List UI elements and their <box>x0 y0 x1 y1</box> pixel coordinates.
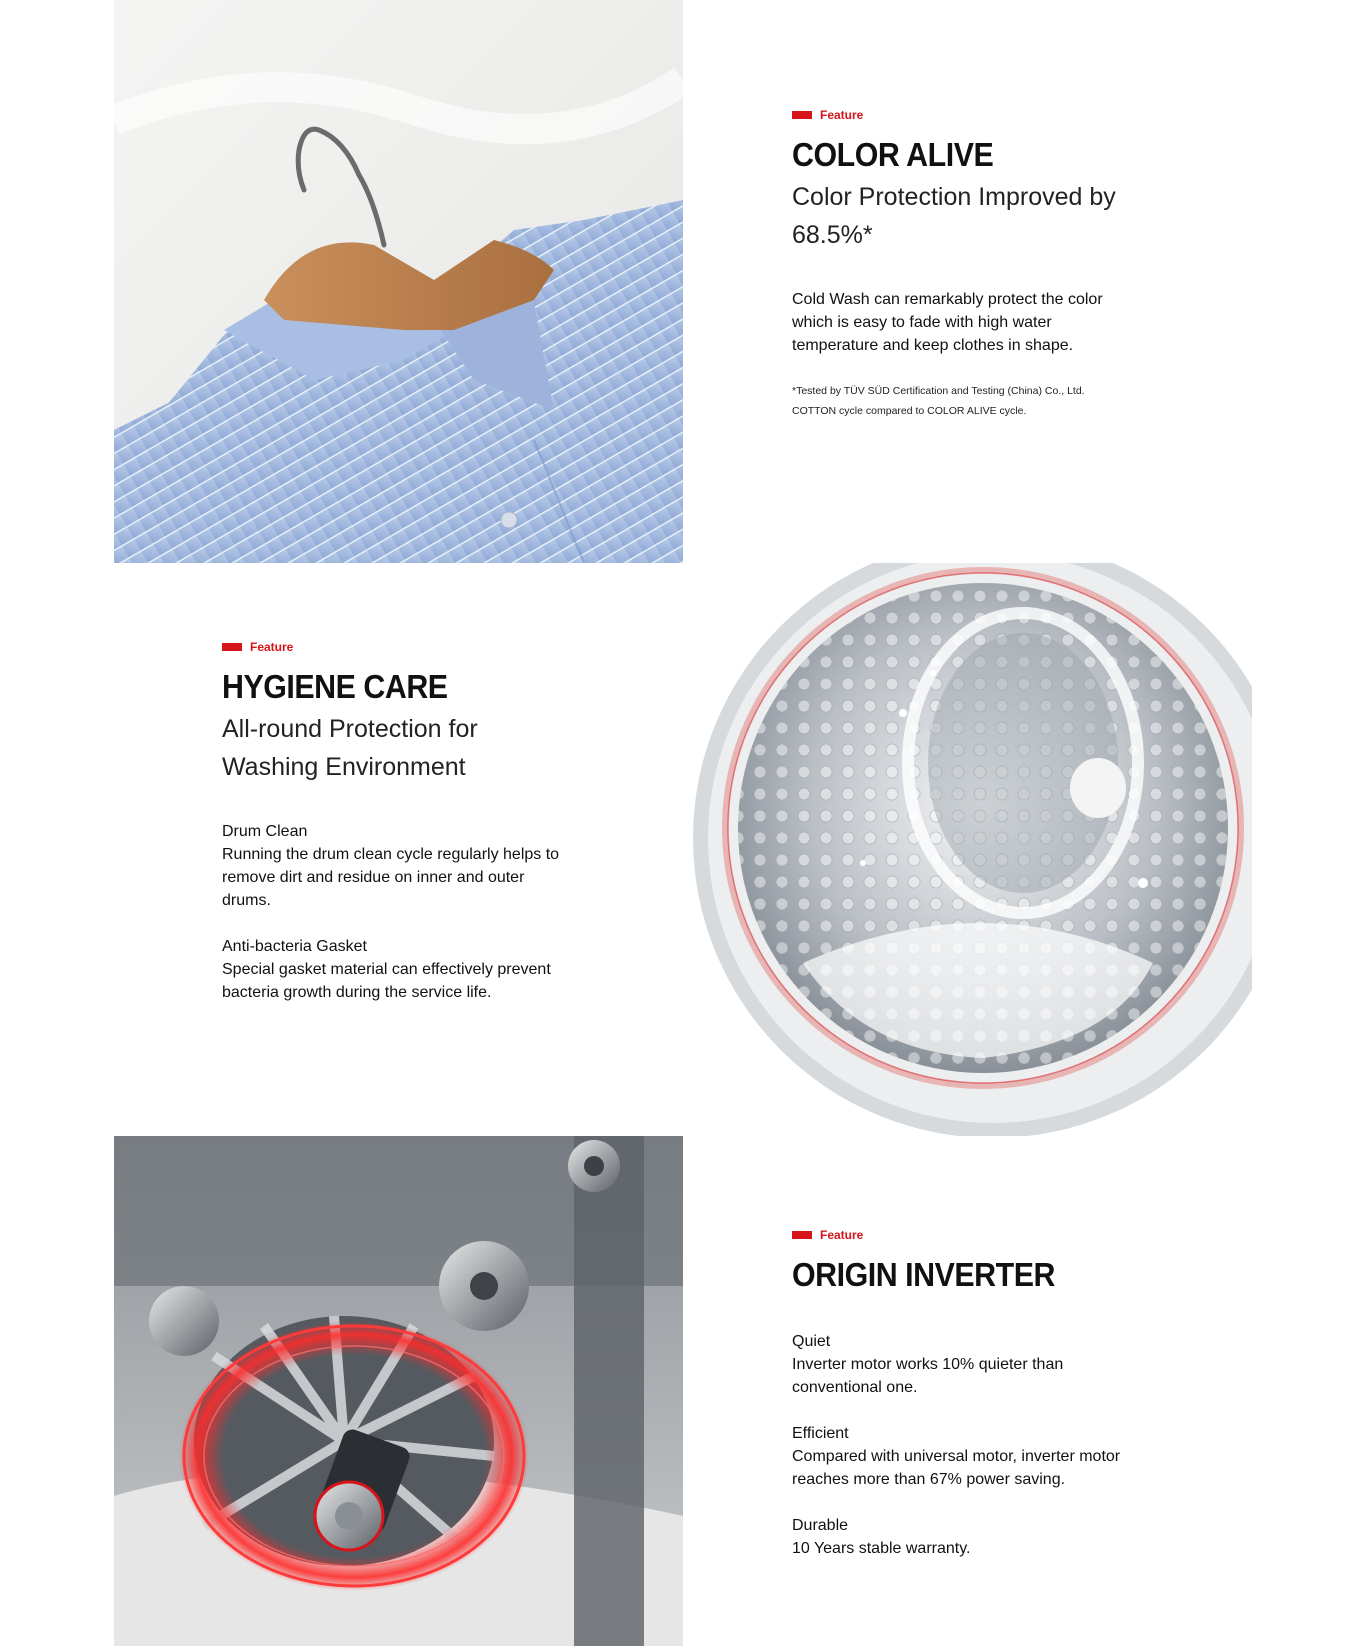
efficient-item <box>792 1422 1127 1491</box>
item-heading: Quiet <box>792 1333 831 1350</box>
color-alive-body: Cold Wash can remarkably protect the color which is easy to fade with high water temperature and keep clothes in shape. <box>792 291 1103 354</box>
feature-tag <box>792 1228 1152 1242</box>
item-text: Running the drum clean cycle regularly helps to remove dirt and residue on inner and outer drums. <box>222 846 560 909</box>
footnote-line-1: *Tested by TÜV SÜD Certification and Testing (China) Co., Ltd. <box>792 385 1085 397</box>
color-alive-subtitle: Color Protection Improved by 68.5%* <box>792 183 1116 249</box>
durable-item <box>792 1514 1112 1560</box>
color-alive-section <box>792 108 1162 421</box>
item-text: Special gasket material can effectively prevent bacteria growth during the service life. <box>222 961 551 1001</box>
motor-photo <box>114 1136 683 1646</box>
item-heading: Efficient <box>792 1425 849 1442</box>
item-heading: Anti-bacteria Gasket <box>222 938 367 955</box>
motor-illustration <box>114 1136 683 1646</box>
item-heading: Drum Clean <box>222 823 308 840</box>
tag-bar <box>792 1231 812 1239</box>
hygiene-care-section <box>222 640 602 1004</box>
tag-label: Feature <box>250 640 294 654</box>
drum-photo <box>683 563 1252 1136</box>
footnote-line-2: COTTON cycle compared to COLOR ALIVE cycle. <box>792 405 1027 417</box>
origin-inverter-title: ORIGIN INVERTER <box>792 1256 1055 1293</box>
quiet-item <box>792 1330 1112 1399</box>
anti-bacteria-gasket-item <box>222 935 567 1004</box>
item-text: Inverter motor works 10% quieter than conventional one. <box>792 1356 1064 1396</box>
item-text: Compared with universal motor, inverter motor reaches more than 67% power saving. <box>792 1448 1121 1488</box>
drum-illustration <box>683 563 1252 1136</box>
drum-clean-item <box>222 820 567 912</box>
hygiene-care-title: HYGIENE CARE <box>222 668 448 705</box>
tag-label: Feature <box>820 1228 864 1242</box>
tag-bar <box>222 643 242 651</box>
hygiene-care-subtitle: All-round Protection for Washing Environment <box>222 715 478 781</box>
shirt-photo <box>114 0 683 563</box>
item-text: 10 Years stable warranty. <box>792 1540 971 1557</box>
feature-tag <box>222 640 602 654</box>
tag-label: Feature <box>820 108 864 122</box>
test-footnote <box>792 381 1162 421</box>
origin-inverter-section <box>792 1228 1152 1560</box>
color-alive-title: COLOR ALIVE <box>792 136 994 173</box>
item-heading: Durable <box>792 1517 849 1534</box>
shirt-illustration <box>114 0 683 563</box>
tag-bar <box>792 111 812 119</box>
feature-tag <box>792 108 1162 122</box>
